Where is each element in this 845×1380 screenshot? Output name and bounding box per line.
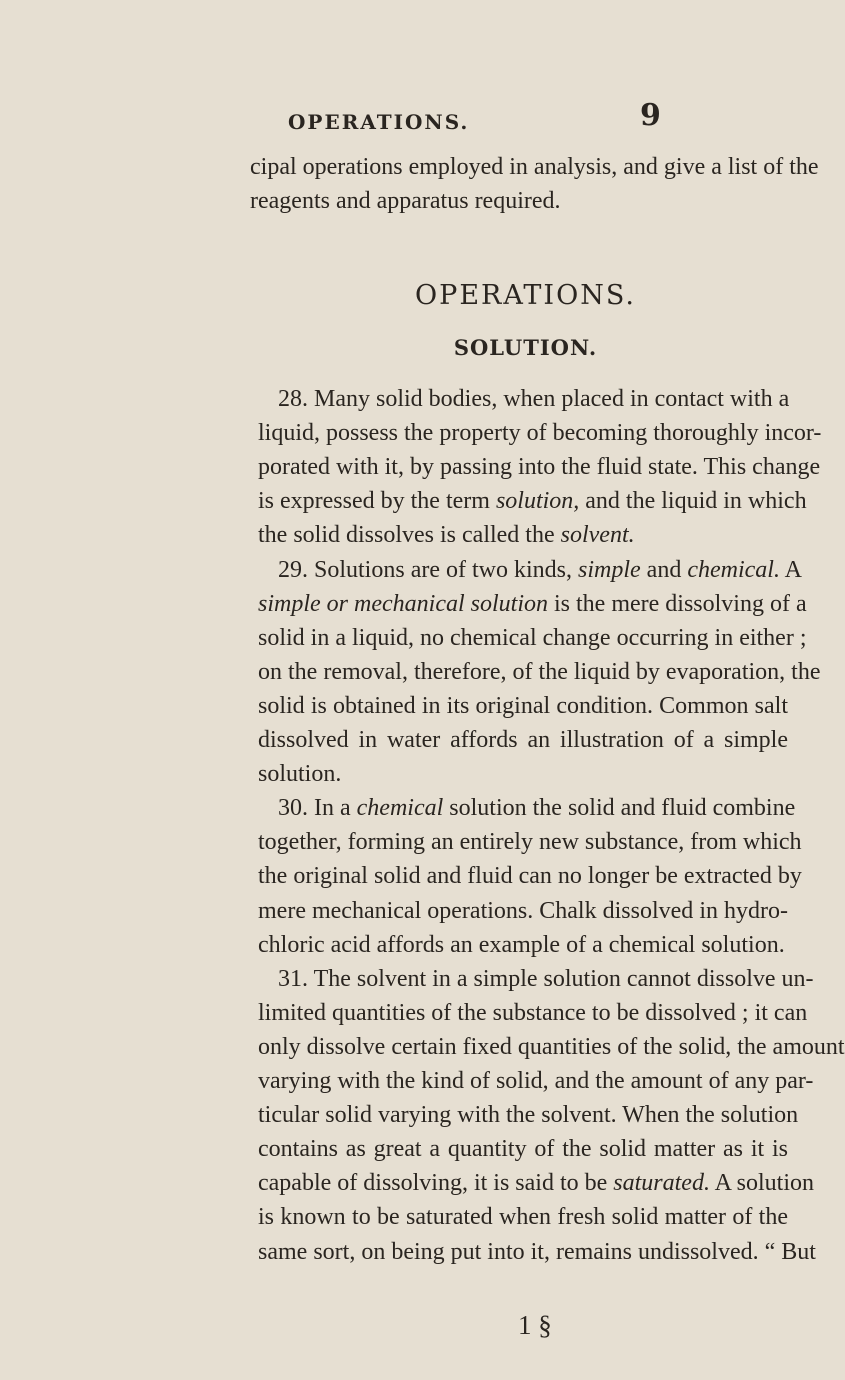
text-line: dissolved in water affords an illustration of a simple [258, 727, 788, 753]
signature-mark: 1 § [518, 1310, 552, 1340]
text-line: only dissolve certain fixed quantities of the solid, the amount [258, 1033, 845, 1060]
text-line: 29. Solutions are of two kinds, simple and chemical. A [278, 556, 802, 583]
text-line: is known to be saturated when fresh solid matter of the [258, 1204, 788, 1231]
text-line: capable of dissolving, it is said to be saturated. A solution [258, 1170, 814, 1197]
text-line: solid is obtained in its original condition. Common salt [258, 692, 788, 719]
text-line: cipal operations employed in analysis, and give a list of the [250, 154, 819, 180]
text-line: together, forming an entirely new substance, from which [258, 829, 802, 856]
text-line: the solid dissolves is called the solvent. [258, 522, 635, 549]
section-subheading: SOLUTION. [453, 335, 598, 360]
text-line: ticular solid varying with the solvent. When the solution [258, 1102, 799, 1129]
text-line: 30. In a chemical solution the solid and fluid combine [278, 795, 796, 822]
text-line: chloric acid affords an example of a chemical solution. [258, 931, 785, 958]
text-line: reagents and apparatus required. [250, 188, 561, 214]
text-line: on the removal, therefore, of the liquid by evaporation, the [258, 658, 821, 685]
text-line: solution. [258, 761, 342, 788]
text-line: simple or mechanical solution is the mere dissolving of a [258, 590, 807, 617]
text-line: contains as great a quantity of the solid matter as it is [258, 1136, 788, 1163]
text-line: same sort, on being put into it, remains undissolved. “ But [258, 1238, 816, 1265]
text-line: is expressed by the term solution, and the liquid in which [258, 488, 807, 515]
text-line: the original solid and fluid can no longer be extracted by [258, 863, 802, 890]
text-line: 31. The solvent in a simple solution cannot dissolve un- [278, 965, 814, 992]
page-number: 9 [640, 98, 661, 133]
text-line: varying with the kind of solid, and the amount of any par- [258, 1068, 814, 1094]
running-title: OPERATIONS. [288, 110, 470, 134]
text-line: porated with it, by passing into the fluid state. This change [258, 454, 821, 481]
text-line: solid in a liquid, no chemical change occurring in either ; [258, 624, 807, 651]
text-line: 28. Many solid bodies, when placed in contact with a [278, 386, 790, 412]
text-line: liquid, possess the property of becoming thoroughly incor- [258, 420, 822, 447]
section-heading: OPERATIONS. [415, 280, 636, 311]
text-line: limited quantities of the substance to be dissolved ; it can [258, 999, 808, 1026]
running-head [0, 98, 801, 144]
text-line: mere mechanical operations. Chalk dissolved in hydro- [258, 897, 788, 924]
